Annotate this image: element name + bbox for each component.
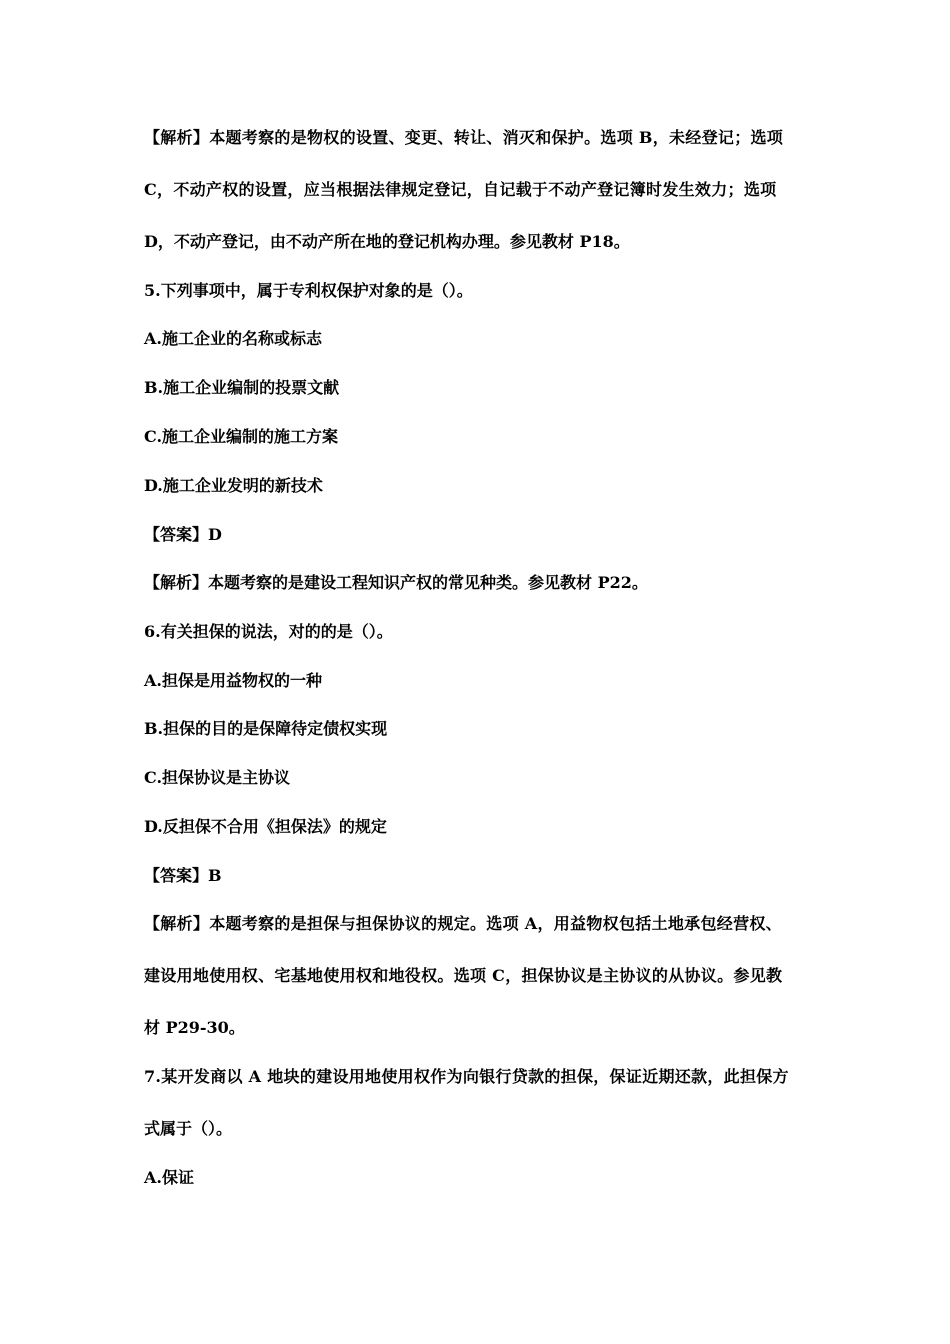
q7-option-a: A.保证 <box>144 1168 194 1187</box>
q5-option-b: B.施工企业编制的投票文献 <box>144 378 340 397</box>
q6-option-b: B.担保的目的是保障待定债权实现 <box>144 719 388 738</box>
q6-option-c: C.担保协议是主协议 <box>144 768 291 787</box>
question-6-stem: 6.有关担保的说法，对的的是（）。 <box>144 622 393 641</box>
q5-answer: 【答案】D <box>144 525 222 544</box>
q5-option-d: D.施工企业发明的新技术 <box>144 476 323 495</box>
question-5-stem: 5.下列事项中，属于专利权保护对象的是（）。 <box>144 281 473 300</box>
q6-answer: 【答案】B <box>144 866 222 885</box>
q5-option-a: A.施工企业的名称或标志 <box>144 329 322 348</box>
q6-analysis-line-1: 【解析】本题考察的是担保与担保协议的规定。选项 A，用益物权包括土地承包经营权、 <box>144 914 782 933</box>
q6-option-d: D.反担保不合用《担保法》的规定 <box>144 817 387 836</box>
question-7-stem-line-2: 式属于（）。 <box>144 1119 233 1138</box>
q6-option-a: A.担保是用益物权的一种 <box>144 671 322 690</box>
q6-analysis-line-2: 建设用地使用权、宅基地使用权和地役权。选项 C，担保协议是主协议的从协议。参见教 <box>144 966 783 985</box>
question-7-stem-line-1: 7.某开发商以 A 地块的建设用地使用权作为向银行贷款的担保，保证近期还款，此担保方 <box>144 1067 789 1086</box>
q5-option-c: C.施工企业编制的施工方案 <box>144 427 339 446</box>
q6-analysis-line-3: 材 P29-30。 <box>144 1018 245 1037</box>
analysis-q4-line-2: C，不动产权的设置，应当根据法律规定登记，自记载于不动产登记簿时发生效力；选项 <box>144 180 777 199</box>
analysis-q4-line-3: D，不动产登记，由不动产所在地的登记机构办理。参见教材 P18。 <box>144 232 630 251</box>
analysis-q4-line-1: 【解析】本题考察的是物权的设置、变更、转让、消灭和保护。选项 B，未经登记；选项 <box>144 128 784 147</box>
q5-analysis: 【解析】本题考察的是建设工程知识产权的常见种类。参见教材 P22。 <box>144 573 648 592</box>
